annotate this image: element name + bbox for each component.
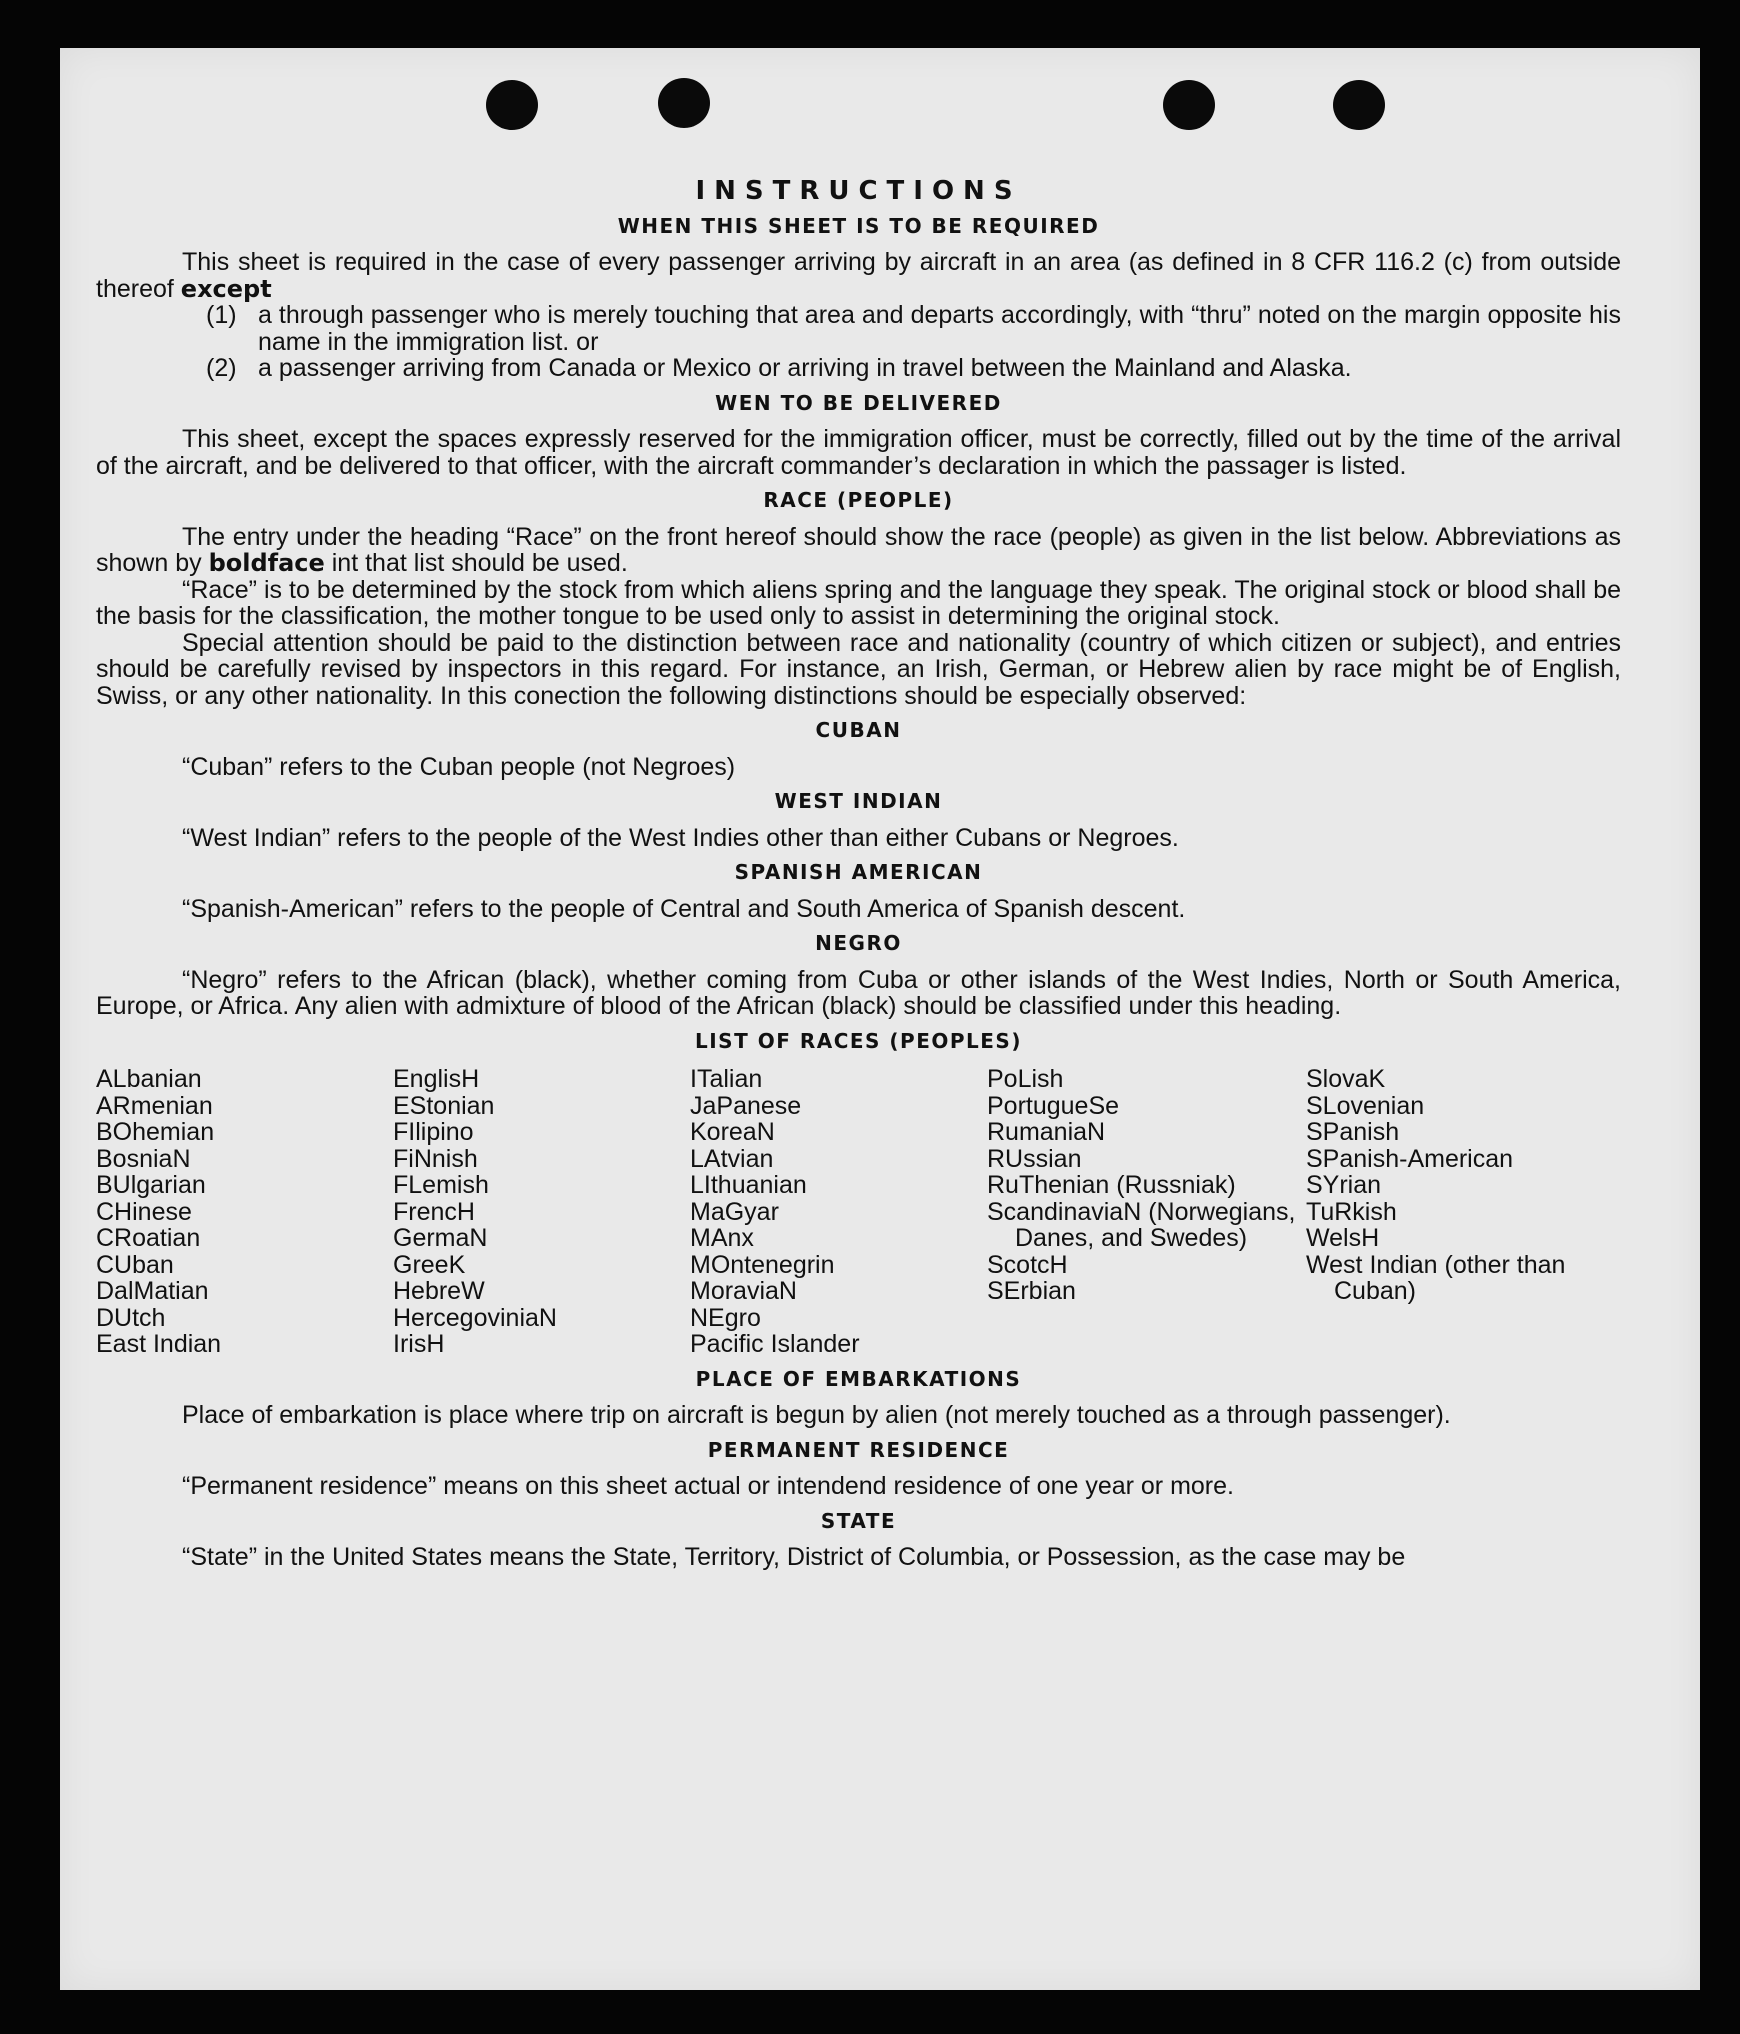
race-paragraph-3: Special attention should be paid to the distinction between race and nationality (country of which citizen or subject), and entries should be carefully revised by inspectors in this regard. For instance, an Irish, German, or Hebrew alien by race might be of English, Swiss, or any other nationality. In this conection the following distinctions should be especially observed: xyxy=(96,628,1621,710)
races-column xyxy=(393,1066,690,1358)
race-entry: CHinese xyxy=(96,1197,192,1226)
race-entry: ALbanian xyxy=(96,1065,202,1093)
race-entry: HebreW xyxy=(393,1277,485,1305)
punch-hole xyxy=(1163,80,1215,130)
race-entry: ScandinaviaN (Norwegians, Danes, and Swedes) xyxy=(987,1197,1296,1252)
race-entry: SPanish-American xyxy=(1306,1144,1514,1173)
race-entry: DUtch xyxy=(96,1303,166,1332)
heading-permanent-residence: PERMANENT RESIDENCE xyxy=(707,1437,1010,1462)
race-entry: FiNnish xyxy=(393,1144,478,1173)
item-number: (2) xyxy=(206,354,237,382)
item-number: (1) xyxy=(206,301,237,329)
spanish-american-text: “Spanish-American” refers to the people of Central and South America of Spanish descent. xyxy=(182,894,1186,923)
race-entry: LAtvian xyxy=(690,1144,774,1173)
race-entry: MAnx xyxy=(690,1224,754,1252)
heading-state: STATE xyxy=(820,1508,897,1533)
race-entry: EnglisH xyxy=(393,1065,480,1093)
race-entry: SPanish xyxy=(1306,1118,1400,1146)
when-required-intro-text: This sheet is required in the case of every passenger arriving by aircraft in an area (as defined in 8 CFR 116.2 (c) from outside thereof xyxy=(96,248,1621,303)
race-entry: FLemish xyxy=(393,1171,489,1199)
race-paragraph-1 xyxy=(96,524,1621,577)
punch-hole xyxy=(486,80,538,130)
race-entry: CUban xyxy=(96,1250,174,1279)
race-entry: PoLish xyxy=(987,1065,1064,1093)
race-entry: PortugueSe xyxy=(987,1091,1120,1120)
item-text: a through passenger who is merely touching that area and departs accordingly, with “thru” noted on the margin opposite his name in the immigration list. or xyxy=(258,301,1621,356)
race-entry: RuThenian (Russniak) xyxy=(987,1171,1236,1199)
race-entry: GermaN xyxy=(393,1224,488,1252)
item-text: a passenger arriving from Canada or Mexico or arriving in travel between the Mainland and Alaska. xyxy=(258,354,1352,382)
permanent-residence-text: “Permanent residence” means on this sheet actual or intendend residence of one year or more. xyxy=(182,1472,1234,1500)
race-entry: East Indian xyxy=(96,1330,222,1358)
when-required-intro xyxy=(96,249,1621,302)
heading-negro: NEGRO xyxy=(815,931,902,955)
race-entry: FIlipino xyxy=(393,1118,474,1146)
embarkation-text: Place of embarkation is place where trip on aircraft is begun by alien (not merely touched as a through passenger). xyxy=(182,1401,1451,1429)
race-p1-after: int that list should be used. xyxy=(331,549,628,577)
race-entry: JaPanese xyxy=(690,1091,802,1120)
race-entry: DalMatian xyxy=(96,1277,209,1305)
document-page xyxy=(60,48,1700,1990)
race-entry: IrisH xyxy=(393,1330,445,1358)
race-entry: WelsH xyxy=(1306,1224,1380,1252)
race-entry: ScotcH xyxy=(987,1250,1068,1279)
race-entry: ITalian xyxy=(690,1065,763,1093)
except-word: except xyxy=(180,274,272,303)
race-entry: ARmenian xyxy=(96,1091,213,1120)
race-entry: MoraviaN xyxy=(690,1277,797,1305)
instructions-content xyxy=(96,178,1621,1571)
races-list xyxy=(96,1066,1621,1358)
heading-race: RACE (PEOPLE) xyxy=(763,488,954,512)
heading-list-of-races: LIST OF RACES (PEOPLES) xyxy=(695,1028,1022,1053)
when-delivered-text: This sheet, except the spaces expressly reserved for the immigration officer, must be correctly, filled out by the time of the arrival of the aircraft, and be delivered to that officer, with the aircraft commander’s declaration in which the passager is listed. xyxy=(96,425,1621,480)
races-column xyxy=(987,1066,1306,1358)
boldface-word: boldface xyxy=(208,549,325,577)
race-entry: SlovaK xyxy=(1306,1065,1386,1093)
races-column xyxy=(96,1066,393,1358)
race-entry: RumaniaN xyxy=(987,1118,1106,1146)
race-paragraph-2: “Race” is to be determined by the stock from which aliens spring and the language they speak. The original stock or blood shall be the basis for the classification, the mother tongue to be used only to assist in determining the original stock. xyxy=(96,575,1621,630)
races-column xyxy=(1306,1066,1566,1358)
race-entry: CRoatian xyxy=(96,1224,201,1252)
race-entry: KoreaN xyxy=(690,1118,775,1146)
race-entry: Pacific Islander xyxy=(690,1330,860,1358)
race-entry: GreeK xyxy=(393,1250,466,1279)
punch-hole xyxy=(658,78,710,128)
race-entry: HercegoviniaN xyxy=(393,1303,557,1332)
state-text: “State” in the United States means the State, Territory, District of Columbia, or Possession, as the case may be xyxy=(182,1543,1406,1571)
heading-spanish-american: SPANISH AMERICAN xyxy=(734,860,983,884)
race-entry: NEgro xyxy=(690,1303,761,1332)
race-entry: MaGyar xyxy=(690,1197,779,1226)
race-entry: FrencH xyxy=(393,1197,475,1226)
heading-embarkation: PLACE OF EMBARKATIONS xyxy=(695,1366,1022,1391)
race-entry: EStonian xyxy=(393,1091,495,1120)
race-entry: SErbian xyxy=(987,1277,1076,1305)
list-item xyxy=(206,355,1621,382)
race-entry: BosniaN xyxy=(96,1144,191,1173)
punch-hole xyxy=(1333,80,1385,130)
race-entry: BOhemian xyxy=(96,1118,215,1146)
race-entry: MOntenegrin xyxy=(690,1250,835,1279)
heading-cuban: CUBAN xyxy=(815,718,902,742)
race-entry: TuRkish xyxy=(1306,1197,1397,1226)
race-entry: LIthuanian xyxy=(690,1171,807,1199)
page-title: INSTRUCTIONS xyxy=(695,176,1022,206)
west-indian-text: “West Indian” refers to the people of the West Indies other than either Cubans or Negroes. xyxy=(182,823,1179,852)
negro-text: “Negro” refers to the African (black), whether coming from Cuba or other islands of the West Indies, North or South America, Europe, or Africa. Any alien with admixture of blood of the African (black) should be classified under this heading. xyxy=(96,965,1621,1020)
races-column xyxy=(690,1066,987,1358)
race-entry: RUssian xyxy=(987,1144,1082,1173)
race-entry: BUlgarian xyxy=(96,1171,206,1199)
heading-when-required: WHEN THIS SHEET IS TO BE REQUIRED xyxy=(617,213,1100,238)
race-entry: SYrian xyxy=(1306,1171,1382,1199)
list-item xyxy=(206,302,1621,355)
heading-west-indian: WEST INDIAN xyxy=(774,789,943,813)
cuban-text: “Cuban” refers to the Cuban people (not Negroes) xyxy=(182,752,736,781)
race-entry: SLovenian xyxy=(1306,1091,1425,1120)
race-entry: West Indian (other than Cuban) xyxy=(1306,1250,1566,1305)
race-p1-before: The entry under the heading “Race” on the front hereof should show the race (people) as given in the list below. Abbreviations as shown by xyxy=(96,522,1621,577)
heading-when-delivered: WEN TO BE DELIVERED xyxy=(715,390,1002,415)
